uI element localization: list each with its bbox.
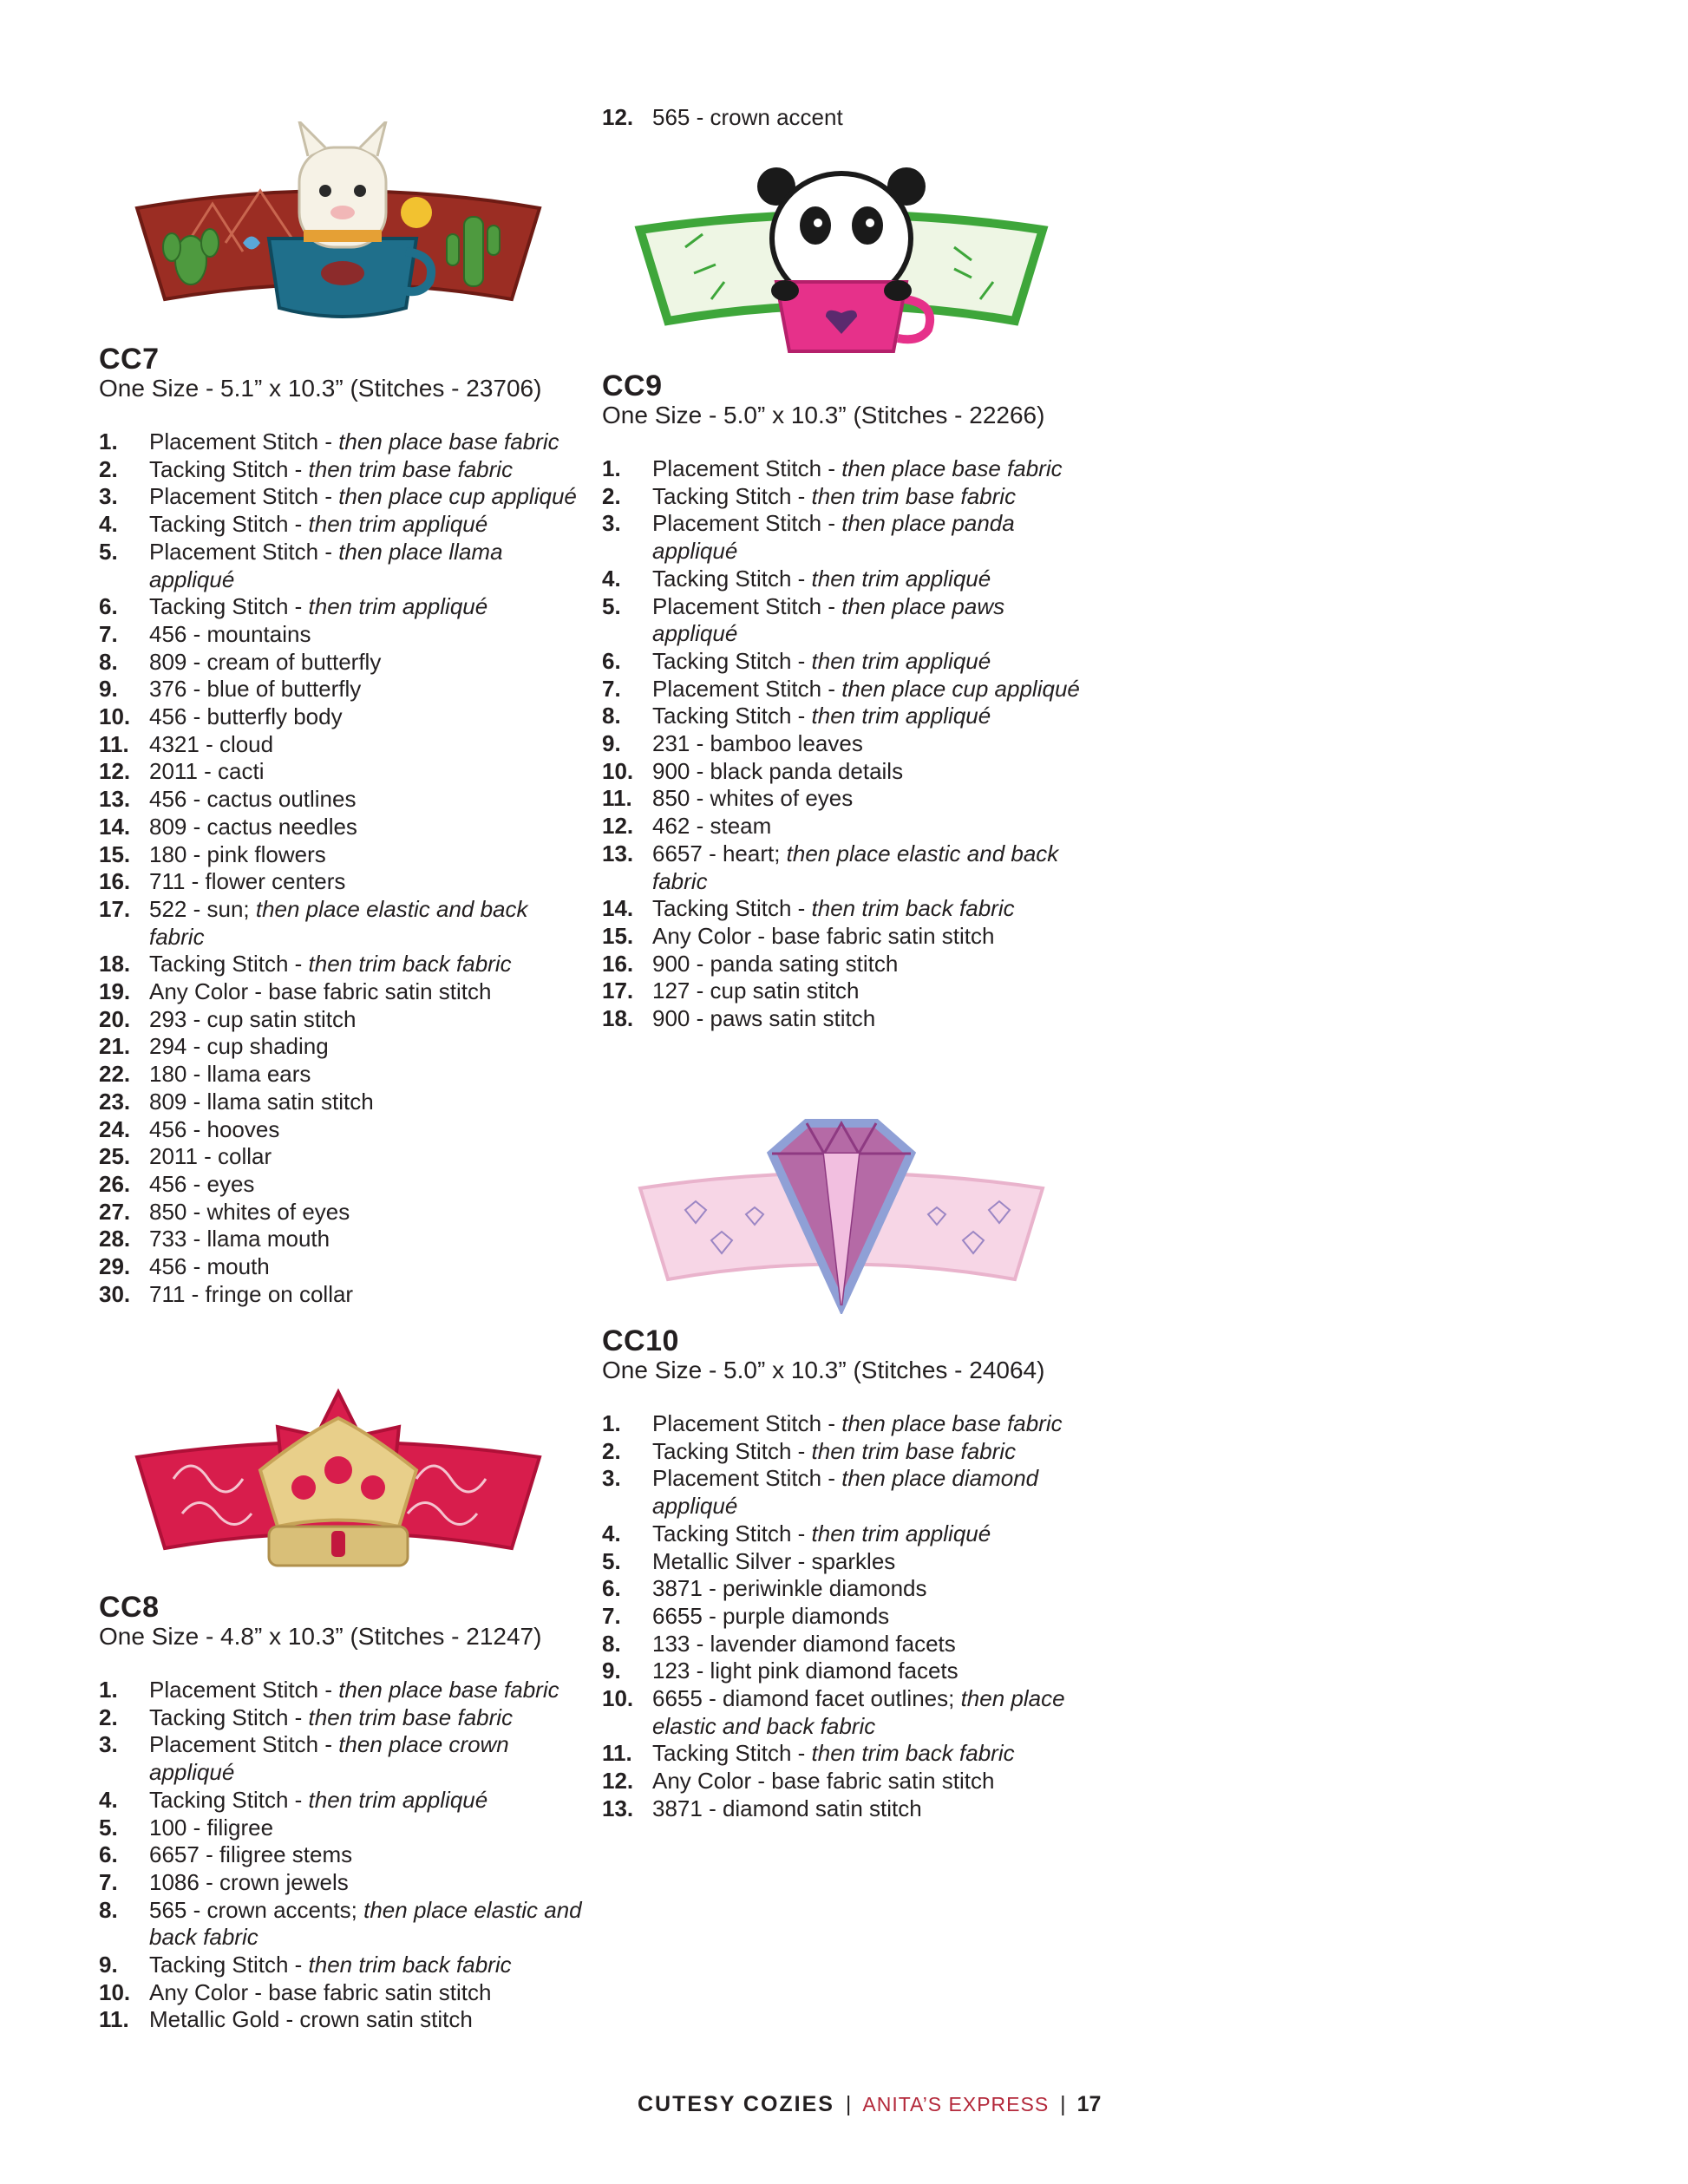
step-item: [602, 1685, 1088, 1740]
cc8-crown-cozy-image: [130, 1383, 546, 1579]
step-instruction: then place base fabric: [338, 1677, 559, 1703]
step-item: [99, 676, 585, 703]
step-item: [99, 1006, 585, 1034]
step-text: Tacking Stitch -: [652, 703, 812, 729]
step-number: 23.: [99, 1088, 131, 1115]
step-text: 4321 - cloud: [149, 730, 274, 757]
step-instruction: then trim appliqué: [308, 511, 488, 538]
step-item: [602, 758, 1088, 786]
step-item: [99, 1731, 585, 1786]
step-text: Tacking Stitch -: [652, 1520, 812, 1546]
step-instruction: then trim base fabric: [308, 1703, 514, 1730]
step-number: 6.: [99, 1841, 118, 1868]
step-number: 10.: [602, 757, 634, 784]
step-item: [99, 1677, 585, 1704]
step-text: 522 - sun;: [149, 895, 256, 922]
step-text: Tacking Stitch -: [149, 455, 309, 482]
step-item: [99, 483, 585, 511]
step-number: 8.: [99, 1896, 118, 1923]
step-number: 15.: [99, 840, 131, 867]
cc9-size: One Size - 5.0” x 10.3” (Stitches - 22266): [602, 402, 1045, 428]
step-number: 22.: [99, 1061, 131, 1088]
step-text: Metallic Gold - crown satin stitch: [149, 2006, 473, 2033]
step-number: 3.: [602, 1465, 621, 1492]
footer-publication: ANITA’S EXPRESS: [862, 2093, 1050, 2115]
step-text: Tacking Stitch -: [652, 1437, 812, 1464]
cc7-size: One Size - 5.1” x 10.3” (Stitches - 23706): [99, 375, 542, 402]
page-footer: [638, 2092, 1101, 2117]
step-text: 456 - mountains: [149, 620, 311, 647]
step-item: [602, 1658, 1088, 1685]
cc9-section: [602, 370, 1088, 1033]
step-text: Tacking Stitch -: [652, 482, 812, 509]
step-number: 21.: [99, 1033, 131, 1060]
cc10-title: CC10: [602, 1324, 679, 1357]
step-text: 456 - hooves: [149, 1115, 280, 1142]
step-instruction: then trim back fabric: [811, 895, 1015, 922]
step-text: 293 - cup satin stitch: [149, 1005, 357, 1032]
step-instruction: then trim base fabric: [308, 455, 514, 482]
step-item: [99, 1116, 585, 1144]
step-number: 7.: [99, 620, 118, 647]
step-text: Placement Stitch -: [652, 1465, 842, 1492]
step-text: 6655 - diamond facet outlines;: [652, 1685, 961, 1712]
step-text: Placement Stitch -: [149, 538, 339, 565]
step-number: 1.: [602, 1410, 621, 1436]
cc8-title: CC8: [99, 1591, 160, 1624]
step-item: [99, 703, 585, 731]
step-item: [99, 511, 585, 539]
step-item: [99, 841, 585, 869]
step-item: [99, 428, 585, 456]
cc10-size: One Size - 5.0” x 10.3” (Stitches - 24064): [602, 1357, 1045, 1383]
step-instruction: then trim appliqué: [308, 593, 488, 620]
step-instruction: then trim appliqué: [811, 565, 991, 592]
step-instruction: then trim appliqué: [811, 703, 991, 729]
step-item: [602, 483, 1088, 511]
step-item: [99, 1897, 585, 1952]
step-text: 456 - cactus outlines: [149, 786, 357, 813]
step-item: [602, 1520, 1088, 1548]
page-number: 17: [1076, 2092, 1102, 2116]
cc8-continued-section: [602, 104, 1088, 132]
step-instruction: then place base fabric: [841, 1410, 1063, 1436]
step-item: [99, 786, 585, 814]
step-text: 6657 - heart;: [652, 840, 787, 866]
step-text: Placement Stitch -: [149, 1731, 339, 1758]
step-instruction: then trim appliqué: [811, 1520, 991, 1546]
step-item: [99, 1033, 585, 1061]
step-text: 294 - cup shading: [149, 1033, 329, 1060]
step-number: 11.: [99, 2006, 129, 2033]
step-text: 2011 - cacti: [149, 758, 265, 785]
cc9-step-list: [602, 455, 1088, 1033]
step-item: [602, 1795, 1088, 1823]
step-text: Placement Stitch -: [652, 455, 842, 481]
step-item: [99, 951, 585, 978]
step-number: 14.: [99, 813, 131, 840]
step-instruction: then trim base fabric: [811, 1437, 1017, 1464]
step-text: 2011 - collar: [149, 1143, 272, 1170]
step-instruction: then place elastic and back fabric: [149, 1896, 582, 1951]
step-item: [99, 868, 585, 896]
step-item: [99, 1841, 585, 1869]
step-number: 13.: [602, 840, 634, 866]
step-number: 1.: [602, 455, 621, 481]
step-item: [602, 840, 1088, 895]
step-item: [602, 104, 1088, 132]
step-text: Placement Stitch -: [149, 1677, 339, 1703]
step-number: 3.: [99, 483, 118, 510]
cc8-step-list: [99, 1677, 585, 2034]
step-item: [99, 1171, 585, 1199]
step-number: 2.: [602, 482, 621, 509]
step-instruction: then trim back fabric: [811, 1740, 1015, 1767]
cc8-step-list-continued: [602, 104, 1088, 132]
step-number: 8.: [602, 1630, 621, 1657]
step-item: [99, 1952, 585, 1979]
step-text: Tacking Stitch -: [149, 593, 309, 620]
cc8-section: [99, 1592, 585, 2034]
step-number: 2.: [602, 1437, 621, 1464]
step-number: 15.: [602, 922, 634, 949]
cc7-title: CC7: [99, 343, 160, 376]
cc10-diamond-cozy-image: [633, 1119, 1050, 1314]
step-number: 12.: [602, 1768, 634, 1795]
step-text: Any Color - base fabric satin stitch: [149, 978, 492, 1005]
step-item: [602, 648, 1088, 676]
step-text: Any Color - base fabric satin stitch: [652, 922, 995, 949]
cc7-section: [99, 343, 585, 1309]
step-number: 16.: [99, 868, 131, 895]
step-text: 809 - cactus needles: [149, 813, 357, 840]
step-instruction: then trim appliqué: [811, 647, 991, 674]
step-text: Tacking Stitch -: [652, 1740, 812, 1767]
step-item: [99, 621, 585, 649]
step-number: 1.: [99, 1677, 118, 1703]
step-text: 3871 - diamond satin stitch: [652, 1795, 922, 1821]
step-text: 900 - black panda details: [652, 757, 904, 784]
step-item: [99, 731, 585, 759]
step-text: 850 - whites of eyes: [652, 785, 854, 812]
step-item: [602, 1465, 1088, 1520]
step-number: 8.: [602, 703, 621, 729]
step-item: [602, 455, 1088, 483]
step-item: [602, 1631, 1088, 1658]
cc8-size: One Size - 4.8” x 10.3” (Stitches - 21247): [99, 1623, 542, 1650]
cc7-step-list: [99, 428, 585, 1309]
step-item: [602, 703, 1088, 730]
step-number: 14.: [602, 895, 634, 922]
step-text: 711 - flower centers: [149, 868, 346, 895]
step-text: 900 - paws satin stitch: [652, 1005, 876, 1032]
step-text: 565 - crown accents;: [149, 1896, 364, 1923]
step-text: Tacking Stitch -: [652, 565, 812, 592]
step-number: 18.: [99, 951, 131, 978]
step-instruction: then place elastic and back fabric: [652, 1685, 1065, 1739]
step-instruction: then place cup appliqué: [338, 483, 577, 510]
step-item: [602, 510, 1088, 565]
step-number: 5.: [99, 538, 118, 565]
step-item: [99, 1089, 585, 1116]
step-instruction: then place crown appliqué: [149, 1731, 509, 1786]
step-item: [602, 1438, 1088, 1466]
step-number: 13.: [602, 1795, 634, 1821]
step-number: 7.: [602, 675, 621, 702]
step-instruction: then trim back fabric: [308, 1952, 512, 1978]
step-item: [602, 1768, 1088, 1795]
step-text: 1086 - crown jewels: [149, 1868, 349, 1895]
step-number: 16.: [602, 950, 634, 977]
step-text: Placement Stitch -: [652, 592, 842, 619]
step-number: 12.: [99, 758, 131, 785]
step-text: 123 - light pink diamond facets: [652, 1658, 958, 1684]
step-item: [602, 1575, 1088, 1603]
step-text: Placement Stitch -: [652, 510, 842, 537]
step-number: 13.: [99, 786, 131, 813]
step-text: 180 - llama ears: [149, 1061, 311, 1088]
step-instruction: then place elastic and back fabric: [149, 895, 528, 950]
step-number: 6.: [602, 647, 621, 674]
step-text: 6655 - purple diamonds: [652, 1602, 890, 1629]
step-number: 10.: [99, 1978, 131, 2005]
step-item: [602, 1740, 1088, 1768]
step-item: [99, 1226, 585, 1253]
step-instruction: then trim appliqué: [308, 1786, 488, 1813]
step-item: [99, 896, 585, 951]
step-number: 9.: [99, 1952, 118, 1978]
step-item: [602, 1548, 1088, 1576]
cc7-llama-cozy-image: [130, 121, 546, 330]
step-text: Tacking Stitch -: [149, 1952, 309, 1978]
step-item: [602, 895, 1088, 923]
step-text: 133 - lavender diamond facets: [652, 1630, 956, 1657]
footer-section-title: CUTESY COZIES: [638, 2092, 834, 2116]
step-item: [99, 1869, 585, 1897]
step-text: 809 - llama satin stitch: [149, 1088, 374, 1115]
step-text: 711 - fringe on collar: [149, 1280, 354, 1307]
step-number: 11.: [99, 730, 129, 757]
step-number: 4.: [99, 511, 118, 538]
step-item: [99, 1979, 585, 2007]
step-instruction: then place paws appliqué: [652, 592, 1005, 647]
step-number: 20.: [99, 1005, 131, 1032]
step-item: [99, 1253, 585, 1281]
step-item: [99, 593, 585, 621]
step-number: 24.: [99, 1115, 131, 1142]
step-number: 10.: [602, 1685, 634, 1712]
step-number: 4.: [602, 565, 621, 592]
step-item: [99, 1199, 585, 1226]
step-text: 6657 - filigree stems: [149, 1841, 353, 1868]
step-number: 12.: [602, 813, 634, 840]
step-number: 27.: [99, 1198, 131, 1225]
step-text: Placement Stitch -: [149, 483, 339, 510]
step-number: 19.: [99, 978, 131, 1005]
step-text: 456 - eyes: [149, 1170, 255, 1197]
step-text: Tacking Stitch -: [149, 1703, 309, 1730]
step-number: 11.: [602, 785, 632, 812]
step-item: [99, 1061, 585, 1089]
step-item: [602, 593, 1088, 648]
step-number: 12.: [602, 104, 634, 130]
step-item: [99, 1704, 585, 1732]
step-number: 11.: [602, 1740, 632, 1767]
step-text: 180 - pink flowers: [149, 840, 326, 867]
step-instruction: then place elastic and back fabric: [652, 840, 1059, 894]
step-item: [602, 951, 1088, 978]
step-number: 5.: [99, 1814, 118, 1841]
step-text: 809 - cream of butterfly: [149, 648, 382, 675]
step-text: 3871 - periwinkle diamonds: [652, 1575, 927, 1602]
step-number: 1.: [99, 428, 118, 454]
step-item: [602, 785, 1088, 813]
step-text: Tacking Stitch -: [149, 1786, 309, 1813]
step-instruction: then place base fabric: [338, 428, 559, 454]
step-number: 7.: [602, 1602, 621, 1629]
step-number: 5.: [602, 592, 621, 619]
step-instruction: then place llama appliqué: [149, 538, 503, 592]
step-text: Tacking Stitch -: [652, 895, 812, 922]
cc10-step-list: [602, 1410, 1088, 1823]
step-number: 7.: [99, 1868, 118, 1895]
step-text: Placement Stitch -: [652, 1410, 842, 1436]
step-instruction: then trim back fabric: [308, 951, 512, 978]
step-text: 100 - filigree: [149, 1814, 274, 1841]
step-number: 9.: [602, 730, 621, 757]
step-instruction: then place base fabric: [841, 455, 1063, 481]
step-text: 376 - blue of butterfly: [149, 676, 362, 703]
step-item: [99, 539, 585, 593]
step-number: 4.: [602, 1520, 621, 1546]
step-number: 2.: [99, 1703, 118, 1730]
cc9-panda-cozy-image: [633, 160, 1050, 360]
step-instruction: then trim base fabric: [811, 482, 1017, 509]
step-item: [602, 676, 1088, 703]
step-text: Tacking Stitch -: [149, 511, 309, 538]
step-item: [602, 923, 1088, 951]
cc9-title: CC9: [602, 369, 663, 402]
step-number: 3.: [602, 510, 621, 537]
step-number: 28.: [99, 1226, 131, 1252]
step-text: 733 - llama mouth: [149, 1226, 330, 1252]
step-item: [602, 1603, 1088, 1631]
step-number: 17.: [99, 895, 131, 922]
step-number: 17.: [602, 978, 634, 1004]
step-instruction: then place panda appliqué: [652, 510, 1015, 565]
step-item: [99, 814, 585, 841]
footer-separator-2: |: [1060, 2092, 1066, 2116]
step-number: 6.: [99, 593, 118, 620]
step-text: 456 - butterfly body: [149, 703, 343, 730]
step-item: [99, 2006, 585, 2034]
step-item: [602, 978, 1088, 1005]
step-number: 9.: [602, 1658, 621, 1684]
step-item: [602, 566, 1088, 593]
step-text: Placement Stitch -: [652, 675, 842, 702]
step-item: [99, 1143, 585, 1171]
step-number: 6.: [602, 1575, 621, 1602]
step-text: 565 - crown accent: [652, 104, 843, 130]
step-text: Tacking Stitch -: [149, 951, 309, 978]
step-number: 30.: [99, 1280, 131, 1307]
step-number: 25.: [99, 1143, 131, 1170]
step-item: [602, 813, 1088, 840]
step-item: [99, 1815, 585, 1842]
step-item: [99, 1787, 585, 1815]
step-text: 900 - panda sating stitch: [652, 950, 899, 977]
step-item: [99, 649, 585, 677]
step-text: 462 - steam: [652, 813, 772, 840]
step-instruction: then place cup appliqué: [841, 675, 1080, 702]
footer-separator: |: [845, 2092, 852, 2116]
step-text: 850 - whites of eyes: [149, 1198, 350, 1225]
step-number: 3.: [99, 1731, 118, 1758]
step-text: Tacking Stitch -: [652, 647, 812, 674]
step-text: Any Color - base fabric satin stitch: [149, 1978, 492, 2005]
step-text: 231 - bamboo leaves: [652, 730, 863, 757]
step-number: 8.: [99, 648, 118, 675]
step-text: Any Color - base fabric satin stitch: [652, 1768, 995, 1795]
step-text: 456 - mouth: [149, 1253, 270, 1280]
step-instruction: then place diamond appliqué: [652, 1465, 1039, 1520]
step-item: [602, 1005, 1088, 1033]
step-number: 9.: [99, 676, 118, 703]
step-item: [99, 1281, 585, 1309]
step-number: 4.: [99, 1786, 118, 1813]
step-item: [99, 978, 585, 1006]
step-item: [602, 1410, 1088, 1438]
step-item: [99, 758, 585, 786]
step-number: 26.: [99, 1170, 131, 1197]
step-item: [602, 730, 1088, 758]
step-text: 127 - cup satin stitch: [652, 978, 860, 1004]
step-text: Placement Stitch -: [149, 428, 339, 454]
step-number: 18.: [602, 1005, 634, 1032]
step-item: [99, 456, 585, 484]
step-text: Metallic Silver - sparkles: [652, 1547, 896, 1574]
step-number: 5.: [602, 1547, 621, 1574]
step-number: 29.: [99, 1253, 131, 1280]
step-number: 10.: [99, 703, 131, 730]
step-number: 2.: [99, 455, 118, 482]
cc10-section: [602, 1325, 1088, 1823]
